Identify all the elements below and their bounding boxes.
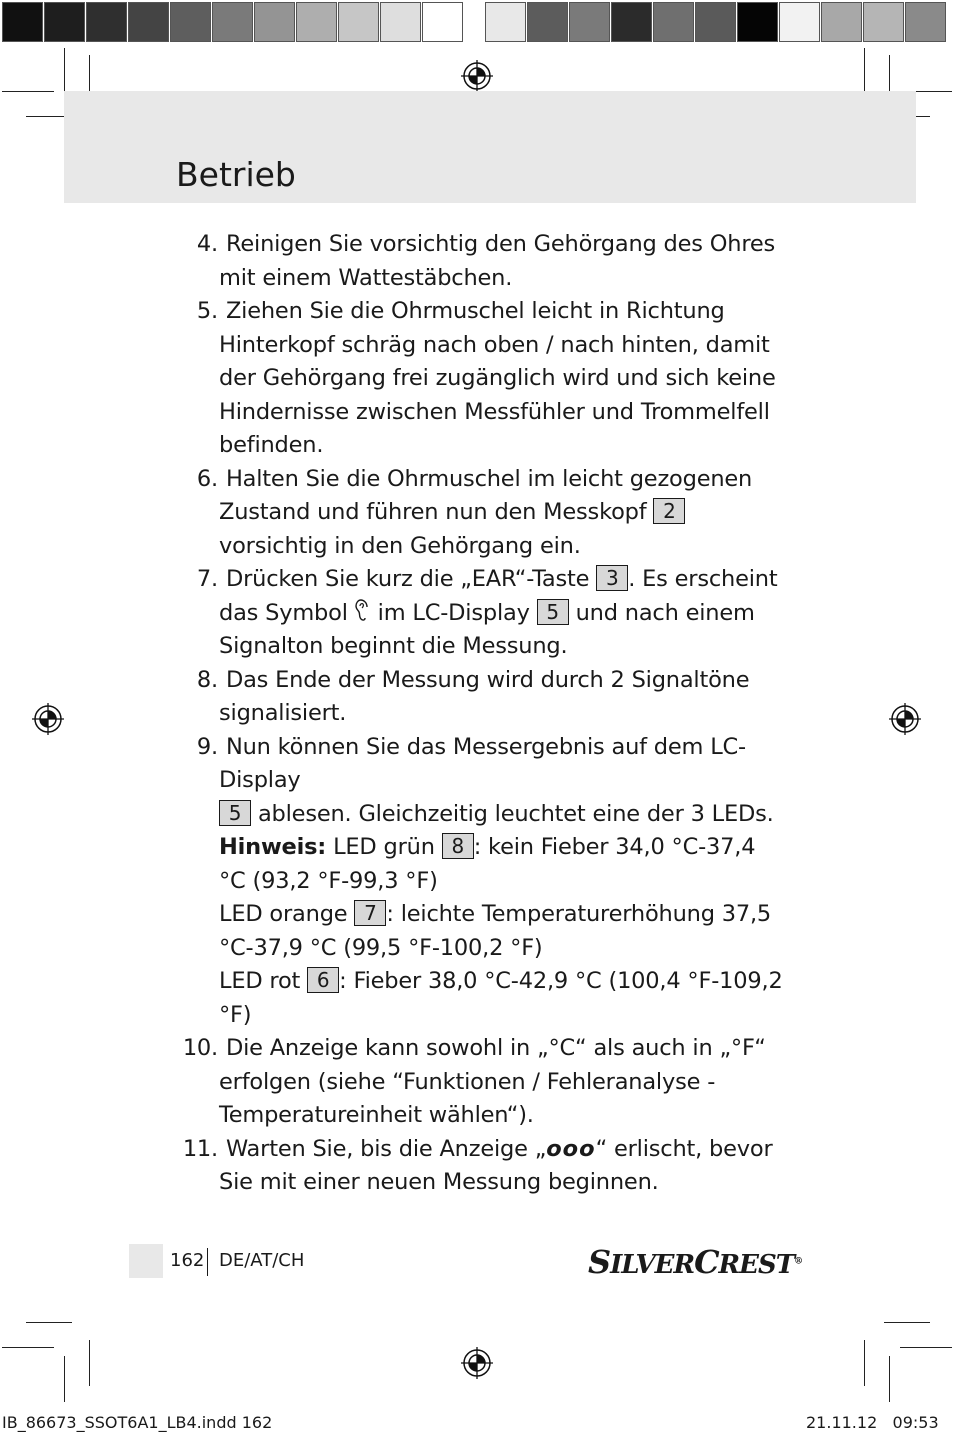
step-text: Warten Sie, bis die Anzeige „ooo“ erlischt, bevor Sie mit einer neuen Messung beginnen.	[219, 1135, 773, 1195]
crop-mark	[64, 1356, 65, 1402]
step-text: Halten Sie die Ohrmuschel im leicht gezogenen Zustand und führen nun den Messkopf 2 vorsichtig in den Gehörgang ein.	[219, 465, 753, 559]
step-text: Reinigen Sie vorsichtig den Gehörgang des Ohres mit einem Wattestäbchen.	[219, 231, 776, 291]
color-swatch	[212, 2, 253, 42]
crop-mark	[889, 1356, 890, 1402]
color-swatch	[422, 2, 463, 42]
step-text: Die Anzeige kann sowohl in „°C“ als auch in „°F“ erfolgen (siehe “Funktionen / Fehleranalyse - Temperatureinheit wählen“).	[219, 1035, 766, 1128]
step-number: 11.	[182, 1135, 218, 1162]
color-swatch	[338, 2, 379, 42]
instruction-list	[176, 228, 788, 1200]
color-swatch	[380, 2, 421, 42]
crop-mark	[64, 48, 65, 94]
crop-mark	[884, 1322, 930, 1323]
step-number: 7.	[196, 566, 218, 592]
crop-mark	[864, 48, 865, 94]
color-swatch	[485, 2, 526, 42]
slug-filename: IB_86673_SSOT6A1_LB4.indd 162	[2, 1413, 273, 1432]
color-swatch	[653, 2, 694, 42]
registration-mark-icon	[889, 703, 921, 735]
step-text: Nun können Sie das Messergebnis auf dem LC-Display 5 ablesen. Gleichzeitig leuchtet eine der 3 LEDs. Hinweis: LED grün 8 : kein Fieber 34,0 °C-37,4 °C (93,2 °F-99,3 °F) LED orange 7 : leichte Temperaturerhöhung 37,5 °C-37,9 °C (99,5 °F-100,2 °F) LED rot 6 : Fieber 38,0 °C-42,9 °C (100,4 °F-109,2 °F)	[219, 733, 783, 1028]
registration-mark-icon	[461, 60, 493, 92]
color-swatch	[128, 2, 169, 42]
color-swatch	[737, 2, 778, 42]
list-item	[176, 1133, 788, 1200]
step-text: Das Ende der Messung wird durch 2 Signaltöne signalisiert.	[219, 666, 750, 726]
color-swatch	[86, 2, 127, 42]
crop-mark	[2, 91, 54, 92]
footer-tab	[129, 1244, 163, 1278]
color-swatch	[779, 2, 820, 42]
crop-mark	[2, 1347, 54, 1348]
crop-mark	[900, 1347, 952, 1348]
list-item	[176, 295, 788, 463]
divider	[207, 1248, 208, 1276]
color-swatch	[2, 2, 43, 42]
color-swatch	[254, 2, 295, 42]
part-reference: 3	[596, 565, 628, 591]
color-swatch	[611, 2, 652, 42]
crop-mark	[89, 1340, 90, 1386]
color-calibration-bar-left	[2, 2, 464, 44]
color-swatch	[527, 2, 568, 42]
note-label: Hinweis:	[219, 834, 327, 860]
list-item	[176, 463, 788, 564]
list-item	[176, 731, 788, 1033]
ear-icon	[355, 599, 371, 623]
crop-mark	[26, 1322, 72, 1323]
step-number: 8.	[196, 666, 218, 693]
step-number: 9.	[196, 733, 218, 760]
list-item	[176, 563, 788, 664]
step-number: 6.	[196, 465, 218, 492]
part-reference: 7	[354, 900, 386, 926]
color-swatch	[44, 2, 85, 42]
list-item	[176, 228, 788, 295]
color-swatch	[569, 2, 610, 42]
region-label: DE/AT/CH	[219, 1250, 305, 1271]
step-number: 4.	[196, 231, 218, 257]
color-swatch	[170, 2, 211, 42]
part-reference: 6	[307, 967, 339, 993]
page-title: Betrieb	[176, 155, 296, 194]
color-calibration-bar-right	[485, 2, 947, 44]
registration-mark-icon	[461, 1347, 493, 1379]
part-reference: 5	[219, 800, 251, 826]
step-text: Drücken Sie kurz die „EAR“-Taste 3 . Es erscheint das Symbol im LC-Display 5 und nach einem Signalton beginnt die Messung.	[219, 566, 778, 659]
registration-mark-icon	[32, 703, 64, 735]
step-text: Ziehen Sie die Ohrmuschel leicht in Richtung Hinterkopf schräg nach oben / nach hinten, damit der Gehörgang frei zugänglich wird und sich keine Hindernisse zwischen Messfühler und Trommelfell befinden.	[219, 298, 776, 458]
page-number: 162	[170, 1250, 205, 1271]
step-number: 10.	[182, 1035, 218, 1061]
color-swatch	[863, 2, 904, 42]
part-reference: 5	[537, 599, 569, 625]
list-item	[176, 664, 788, 731]
part-reference: 8	[442, 833, 474, 859]
step-number: 5.	[196, 298, 218, 324]
display-symbol: ooo	[546, 1135, 596, 1162]
color-swatch	[695, 2, 736, 42]
brand-logo: SILVERCREST®	[588, 1243, 803, 1281]
crop-mark	[864, 1340, 865, 1386]
part-reference: 2	[653, 498, 685, 524]
list-item	[176, 1032, 788, 1133]
color-swatch	[821, 2, 862, 42]
slug-datetime: 21.11.12 09:53	[806, 1413, 939, 1432]
color-swatch	[905, 2, 946, 42]
color-swatch	[296, 2, 337, 42]
